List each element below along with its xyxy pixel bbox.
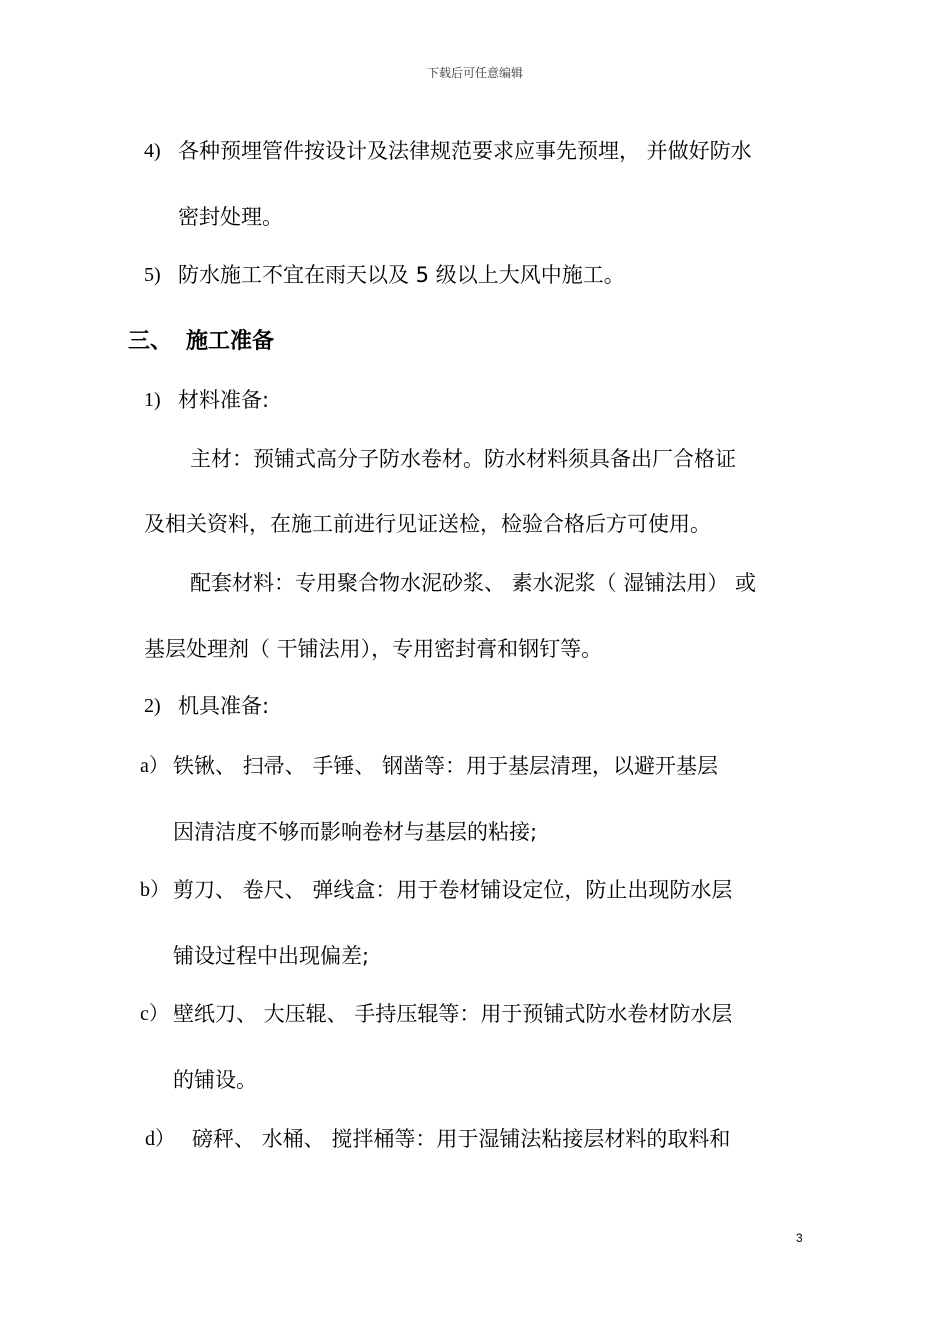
item-text: 密封处理。: [178, 205, 283, 229]
item-text: 磅秤、 水桶、 搅拌桶等：用于湿铺法粘接层材料的取料和: [192, 1127, 731, 1151]
page-header: 下载后可任意编辑: [426, 66, 523, 80]
paragraph-line: [0, 632, 950, 666]
page-number: 3: [796, 1231, 803, 1245]
item-number: 2): [144, 695, 161, 717]
list-item-a: [0, 749, 950, 783]
list-item-4-continued: [0, 200, 950, 234]
item-text: 材料准备:: [178, 388, 270, 412]
item-number: 4): [144, 140, 161, 162]
item-text: 因清洁度不够而影响卷材与基层的粘接;: [173, 820, 538, 844]
item-text: 各种预埋管件按设计及法律规范要求应事先预埋， 并做好防水: [178, 139, 752, 163]
list-item-2: [0, 689, 950, 723]
item-text: 铺设过程中出现偏差;: [173, 944, 370, 968]
list-item-a-continued: [0, 815, 950, 849]
list-item-1: [0, 383, 950, 417]
list-item-c: [0, 997, 950, 1031]
item-number: 5): [144, 264, 161, 286]
list-item-d: [0, 1122, 950, 1156]
item-text: 防水施工不宜在雨天以及 5 级以上大风中施工。: [178, 263, 625, 287]
list-item-4: [0, 134, 950, 168]
paragraph-text: 主材：预铺式高分子防水卷材。防水材料须具备出厂合格证: [190, 447, 736, 471]
section-title: 施工准备: [186, 329, 275, 354]
item-text: 的铺设。: [173, 1068, 257, 1092]
section-number: 三、: [128, 329, 173, 354]
paragraph-line: [0, 507, 950, 541]
list-item-c-continued: [0, 1063, 950, 1097]
paragraph-text: 基层处理剂（ 干铺法用），专用密封膏和钢钉等。: [144, 637, 603, 661]
item-text: 铁锹、 扫帚、 手锤、 钢凿等：用于基层清理，以避开基层: [173, 754, 719, 778]
item-text: 剪刀、 卷尺、 弹线盒：用于卷材铺设定位，防止出现防水层: [173, 878, 733, 902]
item-letter: b）: [140, 879, 170, 901]
item-text: 壁纸刀、 大压辊、 手持压辊等：用于预铺式防水卷材防水层: [173, 1002, 733, 1026]
item-number: 1): [144, 389, 161, 411]
list-item-5: [0, 258, 950, 292]
paragraph-text: 配套材料：专用聚合物水泥砂浆、 素水泥浆（ 湿铺法用） 或: [190, 571, 757, 595]
section-heading: [0, 325, 950, 359]
paragraph-text: 及相关资料，在施工前进行见证送检，检验合格后方可使用。: [144, 512, 711, 536]
item-text: 机具准备:: [178, 694, 270, 718]
item-letter: d）: [145, 1128, 175, 1150]
list-item-b-continued: [0, 939, 950, 973]
item-letter: c）: [140, 1003, 169, 1025]
paragraph-line: [0, 566, 950, 600]
paragraph-line: [0, 442, 950, 476]
list-item-b: [0, 873, 950, 907]
item-letter: a）: [140, 755, 169, 777]
